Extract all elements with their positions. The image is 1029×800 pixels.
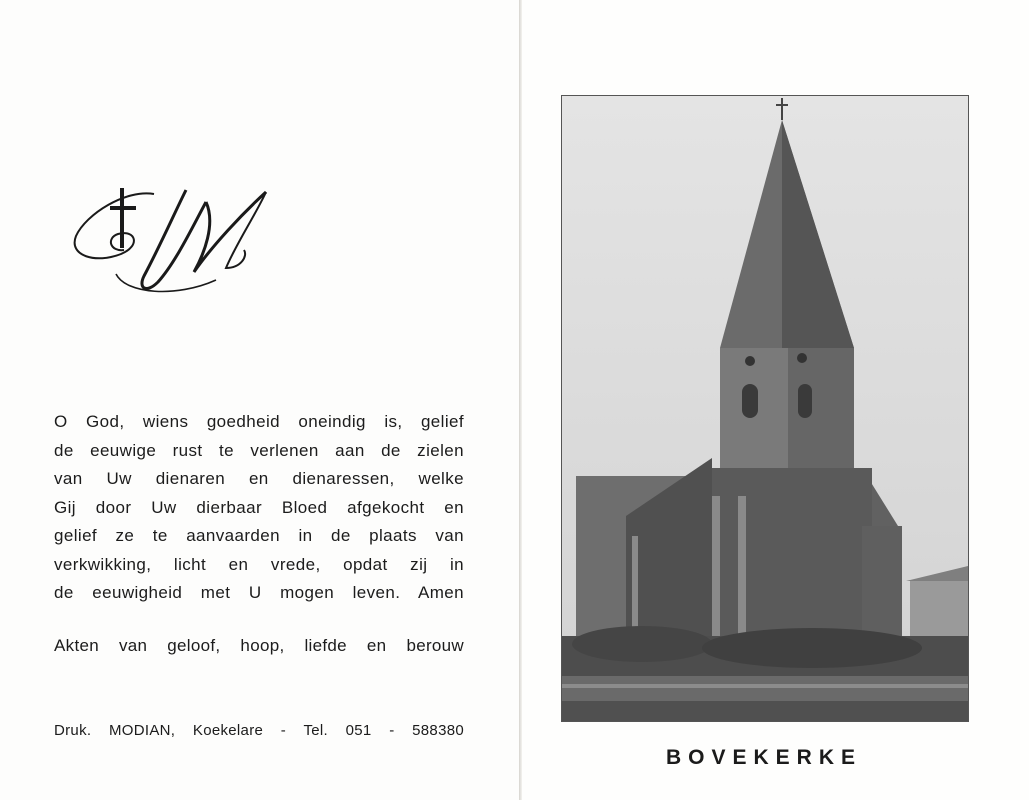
prayer-line: verkwikking, licht en vrede, opdat zij in bbox=[54, 554, 464, 574]
prayer-line: gelief ze te aanvaarden in de plaats van bbox=[54, 526, 464, 545]
prayer-text bbox=[54, 408, 464, 608]
acts-line: Akten van geloof, hoop, liefde en berouw bbox=[54, 636, 464, 655]
prayer-line: de eeuwige rust te verlenen aan de zielen bbox=[54, 440, 464, 460]
prayer-line: de eeuwigheid met U mogen leven. Amen bbox=[54, 583, 464, 602]
prayer-line: Gij door Uw dierbaar Bloed afgekocht en bbox=[54, 497, 464, 517]
church-photo bbox=[561, 95, 969, 722]
printer-imprint: Druk. MODIAN, Koekelare - Tel. 051 - 588380 bbox=[54, 722, 464, 739]
prayer-line: O God, wiens goedheid oneindig is, gelief bbox=[54, 412, 464, 431]
cross-monogram-icon bbox=[66, 184, 276, 304]
place-name: BOVEKERKE bbox=[665, 746, 863, 769]
prayer-line: van Uw dienaren en dienaressen, welke bbox=[54, 469, 464, 488]
